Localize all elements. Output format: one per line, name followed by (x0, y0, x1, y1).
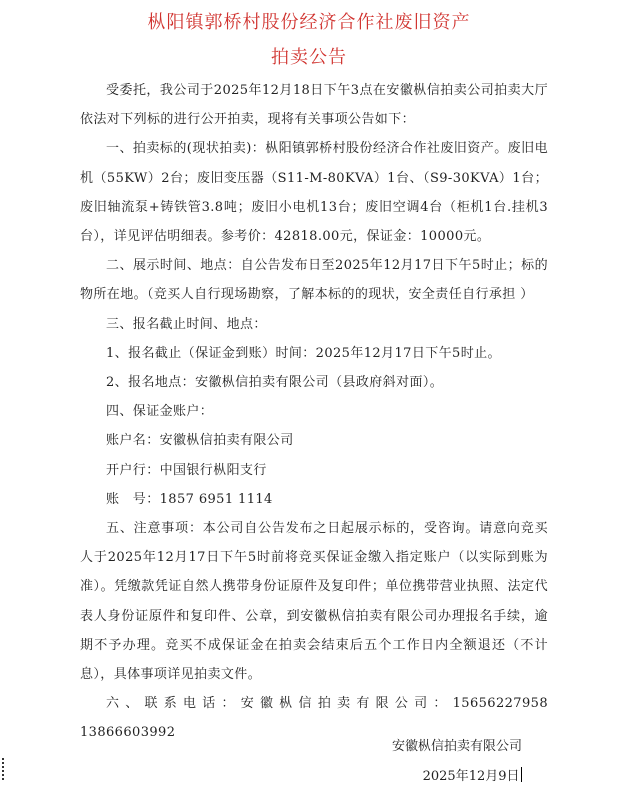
signature-date-line (392, 762, 522, 792)
announcement-body (80, 76, 566, 748)
page-title: 枞阳镇郭桥村股份经济合作社废旧资产 (147, 12, 471, 33)
signature-date: 2025年12月9日 (422, 769, 520, 784)
page-subtitle: 拍卖公告 (271, 47, 347, 68)
registration-deadline: 1、报名截止（保证金到账）时间：2025年12月17日下午5时止。 (106, 345, 501, 361)
account-name: 账户名：安徽枞信拍卖有限公司 (106, 433, 294, 449)
account-number: 账 号：1857 6951 1114 (106, 491, 273, 507)
exhibition-section: 二、展示时间、地点：自公告发布日至2025年12月17日下午5时止；标的物所在地。（竞买人自行现场勘察，了解本标的的现状，安全责任自行承担 ） (80, 258, 548, 303)
registration-section-title: 三、报名截止时间、地点： (106, 316, 267, 332)
notice-section: 五、注意事项：本公司自公告发布之日起展示标的，受咨询。请意向竞买人于2025年12月17日下午5时前将竞买保证金缴入指定账户（以实际到账为准）。凭缴款凭证自然人携带身份证原件及复印件；单位携带营业执照、法定代表人身份证原件和复印件、公章，到安徽枞信拍卖有限公司办理报名手续，逾期不予办理。竞买不成保证金在拍卖会结束后五个工作日内全额退还（不计息），具体事项详见拍卖文件。 (80, 521, 548, 683)
registration-location: 2、报名地点：安徽枞信拍卖有限公司（县政府斜对面）。 (106, 375, 444, 391)
signature-company: 安徽枞信拍卖有限公司 (392, 739, 523, 754)
edge-marker (2, 758, 6, 780)
text-cursor (521, 767, 523, 782)
signature-block (392, 732, 522, 792)
contact-section: 六、联系电话：安徽枞信拍卖有限公司：15656227958 13866603992 (80, 696, 566, 741)
account-bank: 开户行：中国银行枞阳支行 (106, 462, 267, 478)
auction-item-section: 一、拍卖标的(现状拍卖)：枞阳镇郭桥村股份经济合作社废旧资产。废旧电机（55KW）2台；废旧变压器（S11-M-80KVA）1台、（S9-30KVA）1台；废旧轴流泵+铸铁管3.8吨；废旧小电机13台；废旧空调4台（柜机1台.挂机3台），详见评估明细表。参考价：42818.00元，保证金：10000元。 (80, 141, 548, 245)
intro-paragraph: 受委托，我公司于2025年12月18日下午3点在安徽枞信拍卖公司拍卖大厅依法对下列标的进行公开拍卖，现将有关事项公告如下： (80, 83, 548, 128)
deposit-account-title: 四、保证金账户： (106, 404, 214, 420)
